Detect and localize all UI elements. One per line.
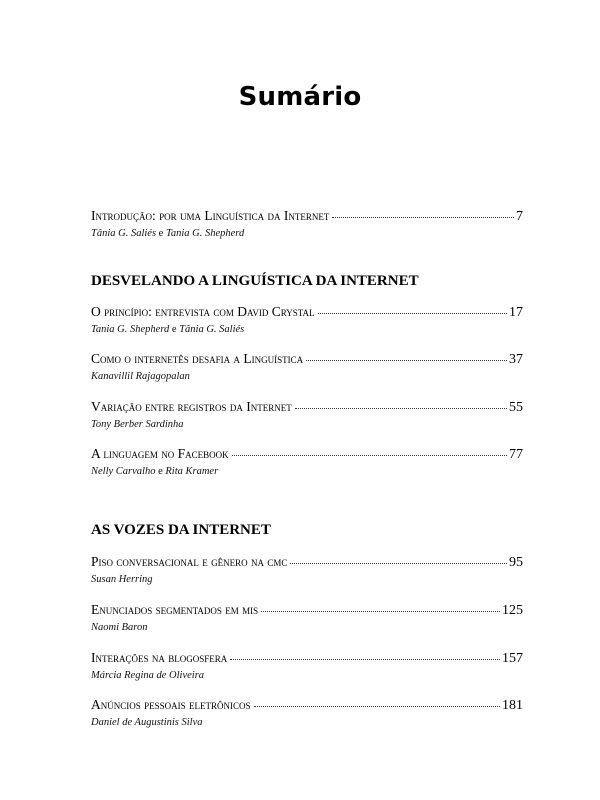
toc-entry: [91, 602, 523, 635]
entry-authors: Márcia Regina de Oliveira: [91, 670, 205, 681]
entry-authors: Naomi Baron: [91, 622, 148, 633]
entry-page-number: 55: [509, 400, 523, 415]
leader-dots: [295, 408, 507, 409]
leader-dots: [332, 217, 514, 218]
entry-page-number: 157: [502, 651, 523, 666]
entry-title: Enunciados segmentados em mis: [91, 602, 259, 617]
entry-page-number: 17: [509, 305, 523, 320]
entry-title: O princípio: entrevista com David Crystal: [91, 304, 315, 319]
toc-entry: [91, 697, 523, 730]
entry-title: Interações na blogosfera: [91, 650, 228, 665]
entry-page-number: 95: [509, 555, 523, 570]
leader-dots: [306, 360, 507, 361]
entry-page-number: 77: [509, 447, 523, 462]
section-heading: AS VOZES DA INTERNET: [91, 522, 271, 538]
entry-authors: Daniel de Augustinis Silva: [91, 717, 203, 728]
entry-authors: Kanavillil Rajagopalan: [91, 371, 190, 382]
toc-entry: [91, 446, 523, 479]
toc-entry: [91, 554, 523, 587]
leader-dots: [230, 659, 500, 660]
entry-page-number: 7: [516, 209, 523, 224]
toc-entry: [91, 351, 523, 384]
toc-entry: [91, 399, 523, 432]
leader-dots: [290, 563, 507, 564]
leader-dots: [254, 706, 500, 707]
entry-title: Variação entre registros da Internet: [91, 399, 292, 414]
entry-title: Introdução: por uma Linguística da Internet: [91, 208, 330, 223]
leader-dots: [261, 611, 500, 612]
entry-title: Anúncios pessoais eletrônicos: [91, 697, 251, 712]
leader-dots: [318, 313, 507, 314]
toc-entry: [91, 650, 523, 683]
entry-authors: Tania G. Shepherd e Tânia G. Saliés: [91, 324, 245, 335]
entry-title: A linguagem no Facebook: [91, 446, 229, 461]
entry-authors: Tânia G. Saliés e Tania G. Shepherd: [91, 228, 245, 239]
entry-authors: Susan Herring: [91, 574, 153, 585]
entry-authors: Nelly Carvalho e Rita Kramer: [91, 466, 219, 477]
toc-entry-intro: [91, 208, 523, 241]
leader-dots: [232, 455, 507, 456]
entry-page-number: 37: [509, 352, 523, 367]
section-heading: DESVELANDO A LINGUÍSTICA DA INTERNET: [91, 273, 419, 289]
entry-page-number: 181: [502, 698, 523, 713]
entry-title: Como o internetês desafia a Linguística: [91, 351, 304, 366]
entry-authors: Tony Berber Sardinha: [91, 419, 184, 430]
page-title: Sumário: [238, 82, 362, 112]
entry-title: Piso conversacional e gênero na cmc: [91, 554, 288, 569]
entry-page-number: 125: [502, 603, 523, 618]
toc-entry: [91, 304, 523, 337]
